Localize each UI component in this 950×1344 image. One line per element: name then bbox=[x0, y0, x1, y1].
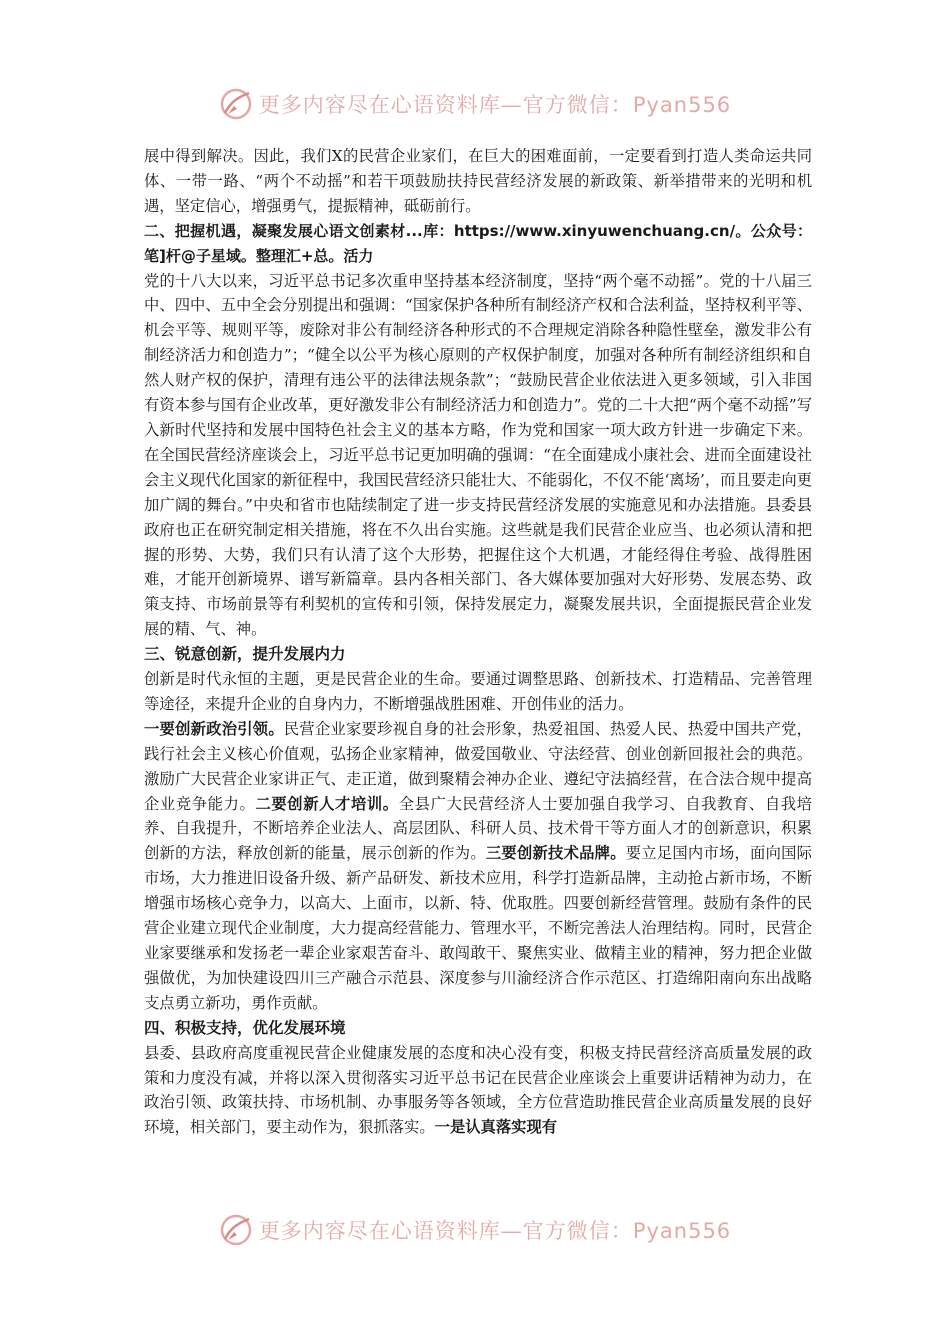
paragraph-5: 县委、县政府高度重视民营企业健康发展的态度和决心没有变，积极支持民营经济高质量发展的政策和力度没有减，并将以深入贯彻落实习近平总书记在民营企业座谈会上重要讲话精神为动力，在政治引领、政策扶持、市场机制、办事服务等各领域，全方位营造助推民营企业高质量发展的良好环境，相关部门，要主动作为，狠抓落实。一是认真落实现有 bbox=[144, 1043, 812, 1137]
footer-banner bbox=[0, 1210, 950, 1250]
point-2-label: 二要创新人才培训。 bbox=[255, 794, 399, 813]
document-body bbox=[144, 144, 812, 1140]
pen-swirl-logo-icon bbox=[219, 1213, 253, 1247]
header-banner bbox=[0, 84, 950, 124]
banner-wechat-id: Pyan556 bbox=[632, 1219, 732, 1243]
point-1-label: 一要创新政治引领。 bbox=[144, 719, 284, 738]
pen-swirl-logo-icon bbox=[219, 87, 253, 121]
paragraph-1: 展中得到解决。因此，我们X的民营企业家们，在巨大的困难面前，一定要看到打造人类命运共同体、一带一路、“两个不动摇”和若干项鼓励扶持民营经济发展的新政策、新举措带来的光明和机遇，坚定信心，增强勇气，提振精神，砥砺前行。 bbox=[144, 147, 812, 215]
paragraph-4: 一要创新政治引领。民营企业家要珍视自身的社会形象，热爱祖国、热爱人民、热爱中国共产党，践行社会主义核心价值观，弘扬企业家精神，做爱国敬业、守法经营、创业创新回报社会的典范。激励广大民营企业家讲正气、走正道，做到聚精会神办企业、遵纪守法搞经营，在合法合规中提高企业竞争能力。二要创新人才培训。全县广大民营经济人士要加强自我学习、自我教育、自我培养、自我提升，不断培养企业法人、高层团队、科研人员、技术骨干等方面人才的创新意识，积累创新的方法，释放创新的能量，展示创新的作为。三要创新技术品牌。要立足国内市场，面向国际市场，大力推进旧设备升级、新产品研发、新技术应用，科学打造新品牌，主动抢占新市场，不断增强市场核心竞争力，以高大、上面市，以新、特、优取胜。四要创新经营管理。鼓励有条件的民营企业建立现代企业制度，大力提高经营能力、管理水平，不断完善法人治理结构。同时，民营企业家要继承和发扬老一辈企业家艰苦奋斗、敢闯敢干、聚焦实业、做精主业的精神，努力把企业做强做优，为加快建设四川三产融合示范县、深度参与川渝经济合作示范区、打造绵阳南向东出战略支点勇立新功，勇作贡献。 bbox=[144, 719, 812, 1012]
point-3-label: 三要创新技术品牌。 bbox=[485, 844, 626, 863]
section-heading-2: 二、把握机遇，凝聚发展心语文创素材...库：https://www.xinyuwenchuang.cn/。公众号：笔]杆@子星域。整理汇+总。活力 bbox=[144, 221, 812, 265]
section-heading-3: 三、锐意创新，提升发展内力 bbox=[144, 645, 346, 664]
point-label: 一是认真落实现有 bbox=[434, 1118, 558, 1137]
section-heading-4: 四、积极支持，优化发展环境 bbox=[144, 1018, 346, 1037]
banner-text: 更多内容尽在心语资料库—官方微信：Pyan556 bbox=[258, 93, 732, 117]
banner-text: 更多内容尽在心语资料库—官方微信：Pyan556 bbox=[258, 1219, 732, 1243]
paragraph-3: 创新是时代永恒的主题，更是民营企业的生命。要通过调整思路、创新技术、打造精品、完善管理等途径，来提升企业的自身内力，不断增强战胜困难、开创伟业的活力。 bbox=[144, 670, 812, 713]
banner-wechat-id: Pyan556 bbox=[632, 93, 732, 117]
paragraph-2: 党的十八大以来，习近平总书记多次重申坚持基本经济制度，坚持“两个毫不动摇”。党的十八届三中、四中、五中全会分别提出和强调：“国家保护各种所有制经济产权和合法利益，坚持权利平等、机会平等、规则平等，废除对非公有制经济各种形式的不合理规定消除各种隐性壁垒，激发非公有制经济活力和创造力”；“健全以公平为核心原则的产权保护制度，加强对各种所有制经济组织和自然人财产权的保护，清理有违公平的法律法规条款”；“鼓励民营企业依法进入更多领域，引入非国有资本参与国有企业改革，更好激发非公有制经济活力和创造力”。党的二十大把“两个毫不动摇”写入新时代坚持和发展中国特色社会主义的基本方略，作为党和国家一项大政方针进一步确定下来。在全国民营经济座谈会上，习近平总书记更加明确的强调：“在全面建成小康社会、进而全面建设社会主义现代化国家的新征程中，我国民营经济只能壮大、不能弱化，不仅不能‘离场’，而且要走向更加广阔的舞台。”中央和省市也陆续制定了进一步支持民营经济发展的实施意见和办法措施。县委县政府也正在研究制定相关措施，将在不久出台实施。这些就是我们民营企业应当、也必须认清和把握的形势、大势，我们只有认清了这个大形势，把握住这个大机遇，才能经得住考验、战得胜困难，才能开创新境界、谱写新篇章。县内各相关部门、各大媒体要加强对大好形势、发展态势、政策支持、市场前景等有利契机的宣传和引领，保持发展定力，凝聚发展共识，全面提振民营企业发展的精、气、神。 bbox=[144, 271, 812, 639]
